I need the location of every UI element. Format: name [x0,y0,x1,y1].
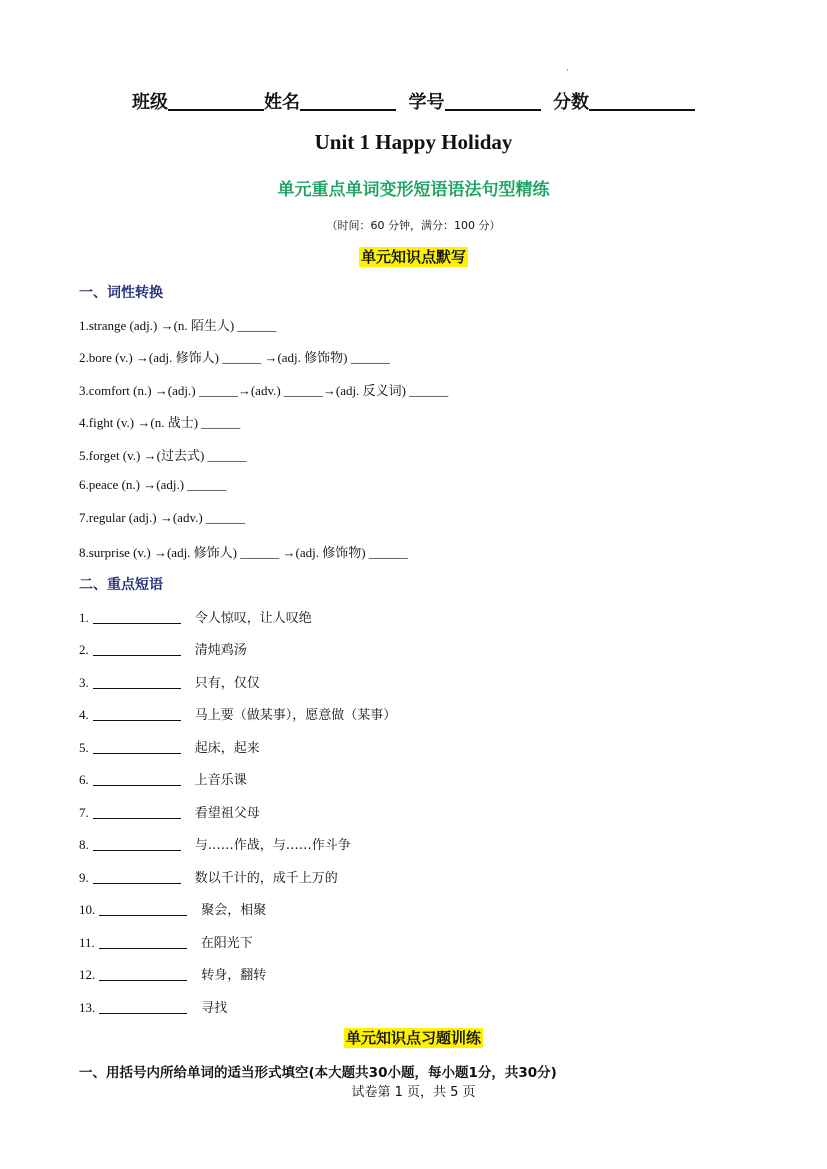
phrase-num: 7. [79,805,89,820]
phrase-item [79,964,266,983]
word-item: 6.peace (n.) →(adj.) ______ [79,477,227,492]
phrase-meaning: 寻找 [201,1001,228,1016]
word-item: 2.bore (v.) →(adj. 修饰人) ______ →(adj. 修饰物) ______ [79,350,390,365]
phrase-num: 1. [79,610,89,625]
phrase-meaning: 起床，起来 [194,741,260,756]
phrase-meaning: 在阳光下 [200,936,253,951]
word-item: 5.forget (v.) →(过去式) ______ [79,448,247,463]
phrase-blank[interactable] [93,611,181,624]
phrase-blank[interactable] [93,708,181,721]
phrase-item [79,932,253,951]
part1-heading: 单元知识点默写 [360,248,466,266]
section2-heading: 二、重点短语 [79,577,163,593]
score-blank[interactable] [589,91,695,111]
phrase-blank[interactable] [93,773,181,786]
phrase-num: 3. [79,675,89,690]
name-label: 姓名 [263,92,300,113]
word-item: 3.comfort (n.) →(adj.) ______→(adv.) ______→(adj. 反义词) ______ [79,383,449,398]
phrase-meaning: 与……作战，与……作斗争 [194,838,351,853]
phrase-meaning: 清炖鸡汤 [194,643,247,658]
phrase-num: 6. [79,772,89,787]
phrase-blank[interactable] [93,838,181,851]
exercise-heading: 一、用括号内所给单词的适当形式填空(本大题共30小题，每小题1分，共30分) [79,1065,557,1081]
phrase-meaning: 只有，仅仅 [194,676,260,691]
phrase-blank[interactable] [93,806,181,819]
word-item: 1.strange (adj.) →(n. 陌生人) ______ [79,318,277,333]
phrase-num: 12. [79,967,96,982]
phrase-item [79,899,266,918]
phrase-item [79,997,227,1016]
word-item: 7.regular (adj.) →(adv.) ______ [79,510,245,525]
phrase-num: 2. [79,642,89,657]
phrase-item [79,639,247,658]
part2-heading: 单元知识点习题训练 [345,1029,481,1047]
phrase-item [79,802,260,821]
phrase-blank[interactable] [99,1001,187,1014]
phrase-meaning: 数以千计的，成千上万的 [194,871,338,886]
time-note: （时间：60 分钟，满分：100 分） [326,219,501,232]
phrase-meaning: 上音乐课 [194,773,247,788]
phrase-item [79,834,351,853]
phrase-num: 8. [79,837,89,852]
page-footer: 试卷第 1 页，共 5 页 [351,1085,476,1100]
phrase-meaning: 马上要（做某事），愿意做（某事） [194,708,397,723]
phrase-item [79,704,396,723]
student-info-line [0,88,827,114]
section1-heading: 一、词性转换 [79,285,163,301]
phrase-item [79,607,312,626]
phrase-blank[interactable] [99,936,187,949]
phrase-blank[interactable] [93,871,181,884]
phrase-blank[interactable] [99,968,187,981]
stray-dot: · [566,66,569,75]
page-subtitle: 单元重点单词变形短语语法句型精练 [277,180,550,200]
word-item: 4.fight (v.) →(n. 战士) ______ [79,415,241,430]
part2-heading-wrap [0,1027,827,1048]
phrase-item [79,867,338,886]
phrase-blank[interactable] [99,903,187,916]
phrase-num: 5. [79,740,89,755]
word-item: 8.surprise (v.) →(adj. 修饰人) ______ →(adj. 修饰物) ______ [79,545,408,560]
phrase-meaning: 转身，翻转 [201,968,267,983]
phrase-blank[interactable] [93,676,181,689]
phrase-blank[interactable] [93,643,181,656]
page-title: Unit 1 Happy Holiday [314,130,513,154]
class-blank[interactable] [168,91,264,111]
class-label: 班级 [131,92,168,113]
phrase-num: 11. [79,935,95,950]
phrase-num: 4. [79,707,89,722]
phrase-item [79,672,260,691]
name-blank[interactable] [300,91,396,111]
phrase-blank[interactable] [93,741,181,754]
id-blank[interactable] [445,91,541,111]
id-label: 学号 [408,92,445,113]
phrase-meaning: 聚会，相聚 [201,903,267,918]
score-label: 分数 [553,92,590,113]
part1-heading-wrap [0,246,827,267]
phrase-item [79,737,260,756]
phrase-meaning: 看望祖父母 [194,806,260,821]
phrase-num: 9. [79,870,89,885]
phrase-num: 10. [79,902,96,917]
phrase-item [79,769,247,788]
phrase-num: 13. [79,1000,96,1015]
phrase-meaning: 令人惊叹，让人叹绝 [194,611,312,626]
